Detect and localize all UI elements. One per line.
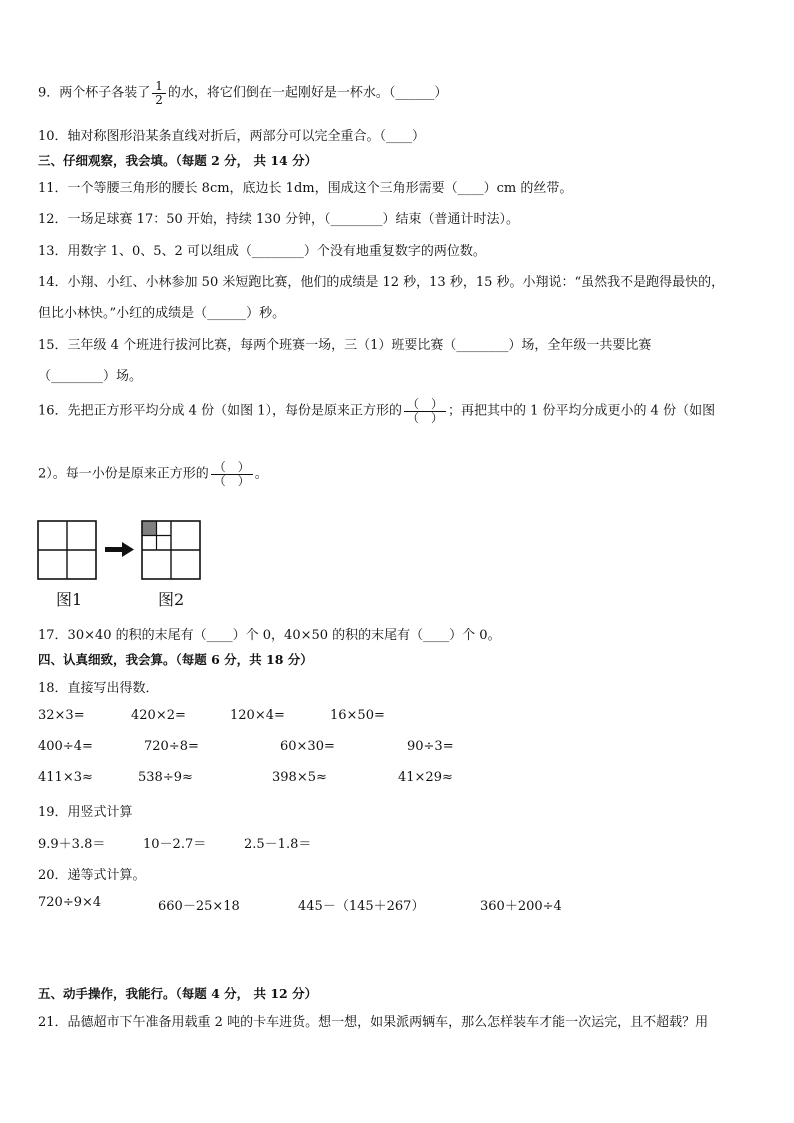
q20-item: 360＋200÷4: [480, 899, 562, 914]
q18-item: 420×2=: [131, 708, 186, 723]
q18-item: 411×3≈: [38, 770, 93, 785]
question-17: 17．30×40 的积的末尾有（____）个 0，40×50 的积的末尾有（____）个 0。: [38, 628, 501, 643]
question-15-line-2: （________）场。: [38, 369, 143, 384]
fraction-blank: $\frac{( )}{( )}$: [211, 461, 253, 487]
q18-item: 16×50=: [330, 708, 385, 723]
q18-item: 538÷9≈: [138, 770, 193, 785]
section-3-heading: 三、仔细观察，我会填。（每题 2 分， 共 14 分）: [38, 153, 318, 168]
q20-item: 660－25×18: [158, 899, 240, 914]
arrow-icon: [105, 542, 134, 557]
section-4-heading: 四、认真细致，我会算。（每题 6 分，共 18 分）: [38, 652, 313, 667]
q18-item: 400÷4=: [38, 739, 93, 754]
q20-item: 720÷9×4: [38, 895, 102, 910]
question-14-line-2: 但比小林快。”小红的成绩是（______）秒。: [38, 306, 286, 321]
square-division-figure: [36, 518, 206, 582]
question-20-title: 20．递等式计算。: [38, 868, 146, 883]
q19-item: 10－2.7＝: [143, 837, 207, 852]
q18-item: 60×30=: [280, 739, 335, 754]
figure-2-label: 图2: [158, 590, 185, 609]
q18-item: 120×4=: [230, 708, 285, 723]
shaded-small-square: [142, 521, 157, 536]
figure-2-square: [142, 521, 200, 579]
q18-item: 32×3=: [38, 708, 85, 723]
figure-1-square: [38, 521, 96, 579]
q18-item: 720÷8=: [144, 739, 199, 754]
question-12: 12．一场足球赛 17：50 开始，持续 130 分钟，（________）结束（普通计时法）。: [38, 212, 519, 227]
question-16-line-2: 2）。每一小份是原来正方形的 $\frac{( )}{( )}$ 。: [38, 460, 268, 488]
question-13: 13．用数字 1、0、5、2 可以组成（________）个没有地重复数字的两位数。: [38, 244, 486, 259]
question-9: 9．两个杯子各装了 $\frac{1}{2}$ 的水，将它们倒在一起刚好是一杯水。（______）: [38, 79, 448, 107]
question-11: 11．一个等腰三角形的腰长 8cm，底边长 1dm，围成这个三角形需要（____）cm 的丝带。: [38, 181, 573, 196]
question-19-title: 19．用竖式计算: [38, 805, 133, 820]
question-16-line-1: 16．先把正方形平均分成 4 份（如图 1），每份是原来正方形的 $\frac{( )}{( )}$ ；再把其中的 1 份平均分成更小的 4 份（如图: [38, 397, 716, 425]
q18-item: 90÷3=: [407, 739, 454, 754]
question-10: 10．轴对称图形沿某条直线对折后，两部分可以完全重合。（____）: [38, 129, 426, 144]
fraction-one-half: $\frac{1}{2}$: [152, 80, 166, 106]
fraction-blank: $\frac{( )}{( )}$: [404, 398, 446, 424]
q18-item: 398×5≈: [272, 770, 327, 785]
q19-item: 2.5－1.8＝: [244, 837, 312, 852]
figure-1-label: 图1: [56, 590, 83, 609]
question-14-line-1: 14．小翔、小红、小林参加 50 米短跑比赛，他们的成绩是 12 秒，13 秒，15 秒。小翔说：“虽然我不是跑得最快的，: [38, 275, 725, 290]
q19-item: 9.9＋3.8＝: [38, 837, 106, 852]
question-18-title: 18．直接写出得数．: [38, 681, 159, 696]
q18-item: 41×29≈: [398, 770, 453, 785]
question-15-line-1: 15．三年级 4 个班进行拔河比赛，每两个班赛一场，三（1）班要比赛（________）场，全年级一共要比赛: [38, 338, 652, 353]
section-5-heading: 五、动手操作，我能行。（每题 4 分， 共 12 分）: [38, 986, 318, 1001]
question-21: 21．品德超市下午准备用载重 2 吨的卡车进货。想一想，如果派两辆车，那么怎样装车才能一次运完，且不超载？用: [38, 1015, 709, 1030]
q20-item: 445－（145＋267）: [298, 899, 425, 914]
